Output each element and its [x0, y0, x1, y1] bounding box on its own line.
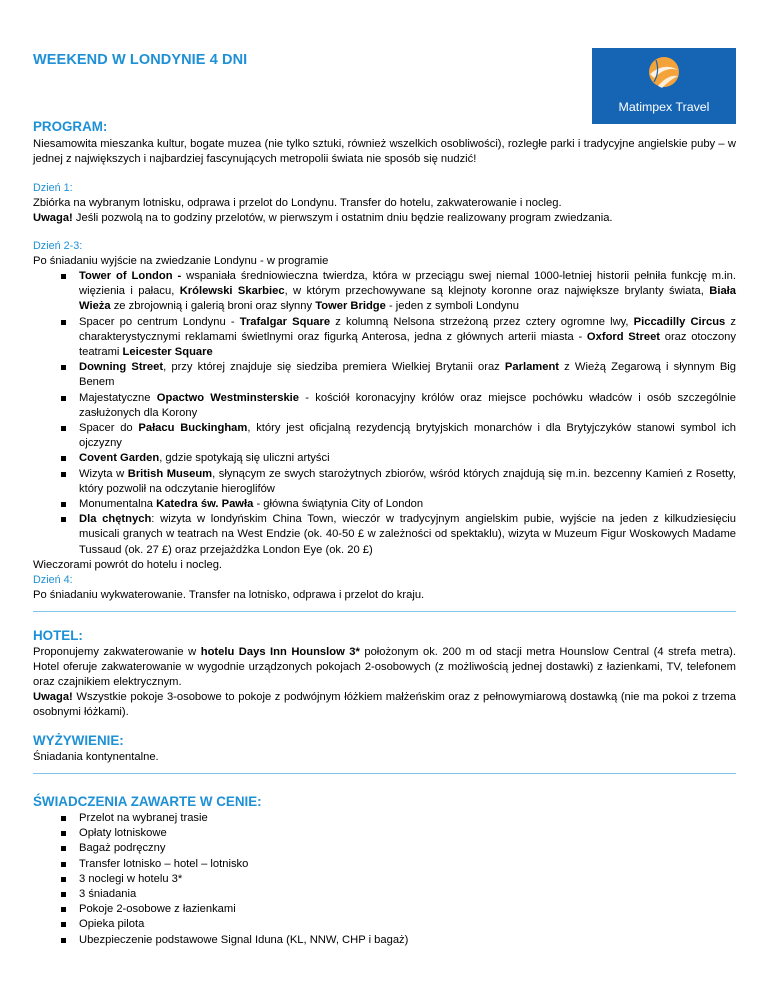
square-bullet-icon	[61, 426, 66, 431]
bold-text: Tower Bridge	[315, 300, 386, 313]
item-text: - jeden z symboli Londynu	[385, 300, 519, 313]
program-list-item	[33, 451, 736, 466]
food-heading: WYŻYWIENIE:	[33, 733, 124, 748]
included-heading: ŚWIADCZENIA ZAWARTE W CENIE:	[33, 794, 262, 809]
square-bullet-icon	[61, 502, 66, 507]
program-list-item	[33, 315, 736, 361]
item-text: , przy której znajduje się siedziba premiera Wielkiej Brytanii oraz	[163, 361, 505, 374]
included-list-item	[33, 857, 736, 872]
square-bullet-icon	[61, 907, 66, 912]
included-item-label: Transfer lotnisko – hotel – lotnisko	[79, 857, 249, 870]
bold-text: Oxford Street	[586, 330, 661, 343]
square-bullet-icon	[61, 831, 66, 836]
bold-text: Pałacu Buckingham	[138, 422, 248, 435]
day1-note	[33, 211, 736, 226]
item-text: ze zbrojownią i galerią broni oraz słynny	[110, 300, 316, 313]
company-logo	[592, 48, 736, 124]
hotel-note	[33, 690, 736, 720]
included-list-item	[33, 811, 736, 826]
bold-text: Parlament	[504, 361, 560, 374]
square-bullet-icon	[61, 862, 66, 867]
item-text: , słynącym ze swych starożytnych zbiorów, wśród których znajdują się m.in. bezcenny Kamień z Rosetty, który pozwolił na odczytanie hieroglifów	[79, 467, 736, 495]
program-heading: PROGRAM:	[33, 119, 108, 134]
square-bullet-icon	[61, 472, 66, 477]
square-bullet-icon	[61, 456, 66, 461]
day4-label: Dzień 4:	[33, 574, 73, 586]
divider	[33, 611, 736, 612]
item-text: , w którym przechowywane są klejnoty koronne oraz największe brylanty świata,	[284, 285, 710, 298]
square-bullet-icon	[61, 816, 66, 821]
bold-text: Tower of London -	[79, 270, 182, 282]
item-text: z kolumną Nelsona strzeżoną przez cztery ogromne lwy,	[330, 315, 634, 328]
bold-text: Dla chętnych	[79, 513, 152, 526]
included-item-label: Pokoje 2-osobowe z łazienkami	[79, 903, 236, 916]
day23-intro: Po śniadaniu wyjście na zwiedzanie Londynu - w programie	[33, 255, 329, 267]
program-list-item	[33, 421, 736, 451]
sun-globe-logo-icon	[644, 52, 684, 92]
hotel-note-label: Uwaga!	[33, 691, 73, 703]
square-bullet-icon	[61, 877, 66, 882]
included-list-item	[33, 826, 736, 841]
square-bullet-icon	[61, 846, 66, 851]
included-item-label: Ubezpieczenie podstawowe Signal Iduna (KL, NNW, CHP i bagaż)	[79, 933, 409, 946]
day23-list-wrap	[33, 269, 736, 573]
program-list-item	[33, 391, 736, 421]
divider	[33, 773, 736, 774]
included-list-item	[33, 933, 736, 948]
day1-text: Zbiórka na wybranym lotnisku, odprawa i przelot do Londynu. Transfer do hotelu, zakwaterowanie i nocleg.	[33, 197, 562, 209]
food-text: Śniadania kontynentalne.	[33, 751, 159, 763]
square-bullet-icon	[61, 517, 66, 522]
logo-text: Matimpex Travel	[618, 99, 710, 114]
hotel-note-text: Wszystkie pokoje 3-osobowe to pokoje z podwójnym łóżkiem małżeńskim oraz z pełnowymiarową dostawką (nie ma pokoi z trzema osobnymi łóżkami).	[33, 691, 736, 719]
day23-outro: Wieczorami powrót do hotelu i nocleg.	[33, 558, 223, 571]
bold-text: Katedra św. Pawła	[156, 498, 254, 511]
item-text: Majestatyczne	[79, 391, 157, 404]
program-list-item	[33, 512, 736, 558]
bold-text: Covent Garden	[79, 452, 160, 465]
included-list-item	[33, 841, 736, 856]
included-list-item	[33, 902, 736, 917]
item-text: , który jest oficjalną rezydencją brytyjskich monarchów i dla Brytyjczyków stanowi symbol ich ojczyzny	[79, 422, 736, 450]
bold-text: Opactwo Westminsterskie	[156, 391, 299, 404]
day23-label: Dzień 2-3:	[33, 240, 83, 252]
item-text: Spacer do	[79, 422, 139, 435]
program-list-item	[33, 360, 736, 390]
square-bullet-icon	[61, 365, 66, 370]
item-text: Monumentalna	[79, 498, 157, 511]
item-text: oraz otoczony teatrami	[79, 330, 736, 359]
item-text: : wizyta w londyńskim China Town, wieczór w tradycyjnym angielskim pubie, wyjście na jeden z kilkudziesięciu musicali granych w teatrach na West Endzie (ok. 40-50 £ w zależności od spektaklu), wizyta w Muzeum Figur Woskowych Madame Tussaud (ok. 27 £) oraz przejażdżka London Eye (ok. 20 £)	[79, 513, 736, 556]
program-list-item	[33, 467, 736, 497]
item-text: Spacer po centrum Londynu -	[79, 315, 240, 328]
included-item-label: Bagaż podręczny	[79, 842, 166, 855]
included-item-label: Opieka pilota	[79, 918, 145, 931]
square-bullet-icon	[61, 892, 66, 897]
square-bullet-icon	[61, 320, 66, 325]
hotel-desc	[33, 645, 736, 691]
day23-list	[33, 269, 736, 558]
bold-text: Biała Wieża	[79, 285, 736, 313]
included-item-label: Przelot na wybranej trasie	[79, 812, 208, 824]
included-list-item	[33, 887, 736, 902]
included-item-label: Opłaty lotniskowe	[79, 827, 167, 840]
hotel-name: hotelu Days Inn Hounslow 3*	[200, 646, 360, 658]
bold-text: British Museum	[127, 467, 213, 480]
item-text: - kościół koronacyjny królów oraz miejsce pochówku władców i osób szczególnie zasłużonych dla Korony	[79, 391, 736, 419]
bold-text: Królewski Skarbiec	[179, 285, 285, 298]
day1-note-text: Jeśli pozwolą na to godziny przelotów, w pierwszym i ostatnim dniu będzie realizowany program zwiedzania.	[72, 212, 613, 224]
day1-note-label: Uwaga!	[33, 212, 73, 224]
bold-text: Piccadilly Circus	[633, 315, 726, 328]
included-item-label: 3 noclegi w hotelu 3*	[79, 872, 183, 885]
square-bullet-icon	[61, 938, 66, 943]
square-bullet-icon	[61, 922, 66, 927]
item-text: z charakterystycznymi reklamami świetlnymi oraz figurką Anterosa, jedna z głównych arterii miasta -	[79, 315, 737, 343]
day1-label: Dzień 1:	[33, 182, 73, 194]
bold-text: Downing Street	[79, 361, 164, 374]
hotel-desc-c: położonym ok. 200 m od stacji metra Hounslow Central (4 strefa metra). Hotel oferuje zakwaterowanie w wygodnie urządzonych pokojach 2-osobowych (z możliwością jednej dostawki) z łazienkami, TV, telefonem oraz czajnikiem elektrycznym.	[33, 646, 736, 689]
item-text: Wizyta w	[79, 467, 128, 480]
square-bullet-icon	[61, 274, 66, 279]
program-list-item	[33, 497, 736, 512]
page-title: WEEKEND W LONDYNIE 4 DNI	[33, 52, 248, 68]
included-list-item	[33, 872, 736, 887]
day4-text: Po śniadaniu wykwaterowanie. Transfer na lotnisko, odprawa i przelot do kraju.	[33, 589, 425, 601]
square-bullet-icon	[61, 396, 66, 401]
item-text: , gdzie spotykają się uliczni artyści	[159, 452, 330, 465]
hotel-heading: HOTEL:	[33, 628, 83, 643]
program-intro: Niesamowita mieszanka kultur, bogate muzea (nie tylko sztuki, również wszelkich osobliwości), rozległe parki i tradycyjne angielskie puby – w jednej z największych i najbardziej fascynujących metropolii świata nie sposób się nudzić!	[33, 138, 736, 166]
program-list-item	[33, 269, 736, 315]
included-list	[33, 811, 736, 948]
included-list-wrap	[33, 811, 736, 948]
item-text: - główna świątynia City of London	[253, 498, 424, 511]
item-text: z Wieżą Zegarową i słynnym Big Benem	[79, 361, 737, 389]
bold-text: Leicester Square	[122, 346, 213, 359]
hotel-desc-a: Proponujemy zakwaterowanie w	[33, 646, 201, 658]
included-list-item	[33, 917, 736, 932]
item-text: wspaniała średniowieczna twierdza, która w przeciągu swej niemal 1000-letniej historii pełniła funkcję m.in. więzienia i pałacu,	[79, 270, 736, 298]
bold-text: Trafalgar Square	[239, 315, 331, 328]
included-item-label: 3 śniadania	[79, 888, 137, 901]
